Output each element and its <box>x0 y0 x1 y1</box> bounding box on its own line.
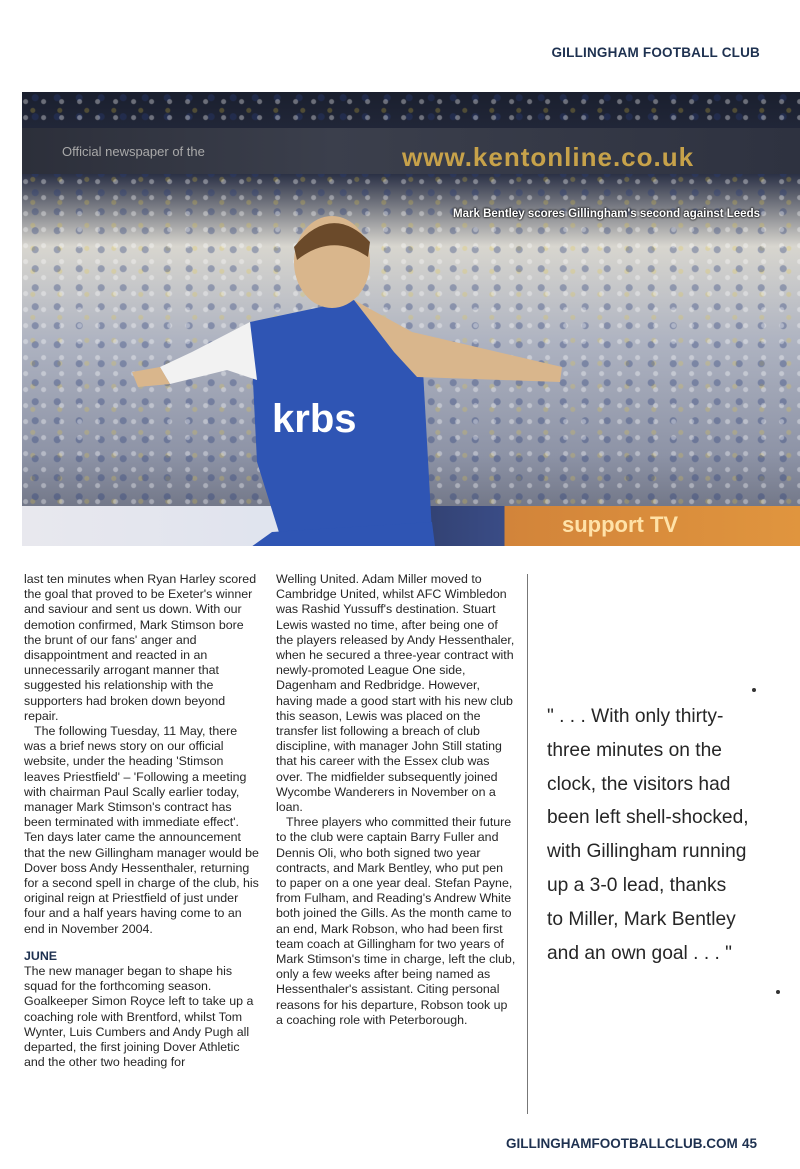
pull-quote <box>547 700 775 970</box>
article-column-2 <box>276 572 516 1028</box>
column-divider <box>527 574 528 1114</box>
paragraph: last ten minutes when Ryan Harley scored the goal that proved to be Exeter's winner and saviour and sent us down. With our demotion confirmed, Mark Stimson bore the brunt of our fans' anger and disappointment and reacted in an unnecessarily arrogant manner that suggested his relationship with the supporters had broken down beyond repair. <box>24 572 257 723</box>
advertising-board-text: www.kentonline.co.uk <box>402 142 695 172</box>
quote-line: three minutes on the <box>547 739 722 761</box>
decorative-dot <box>776 990 780 994</box>
quote-line: " . . . With only thirty- <box>547 706 724 727</box>
page-number: 45 <box>742 1136 758 1151</box>
player-figure <box>132 202 592 546</box>
quote-line: and an own goal . . . " <box>547 942 732 964</box>
footer-website: GILLINGHAMFOOTBALLCLUB.COM <box>506 1136 738 1151</box>
paragraph: The new manager began to shape his squad for the forthcoming season. Goalkeeper Simon Royce left to take up a coaching role with Brentford, whilst Tom Wynter, Luis Cumbers and Andy Pugh all departed, the first joining Dover Athletic and the other two heading for <box>24 964 254 1070</box>
photo-caption: Mark Bentley scores Gillingham's second against Leeds <box>453 208 760 220</box>
quote-line: to Miller, Mark Bentley <box>547 908 736 930</box>
quote-line: been left shell-shocked, <box>547 807 749 829</box>
match-photo <box>22 92 800 546</box>
advertising-board-bottom-text: support TV <box>562 512 679 537</box>
quote-line: up a 3-0 lead, thanks <box>547 874 727 896</box>
running-header: GILLINGHAM FOOTBALL CLUB <box>551 45 760 60</box>
quote-line: clock, the visitors had <box>547 773 731 795</box>
paragraph: Welling United. Adam Miller moved to Cambridge United, whilst AFC Wimbledon was Rashid Yussuff's destination. Stuart Lewis wasted no time, after being one of the players released by Andy Hessenthaler, when he secured a three-year contract with newly-promoted League One side, Dagenham and Redbridge. However, having made a good start with his new club this season, Lewis was placed on the transfer list following a breach of club discipline, with manager John Still stating that his career with the Essex club was over. The midfielder subsequently joined Wycombe Wanderers in November on a loan. <box>276 572 515 815</box>
shirt-sponsor: krbs <box>272 397 357 441</box>
quote-line: with Gillingham running <box>547 841 747 863</box>
paragraph: Three players who committed their future to the club were captain Barry Fuller and Dennis Oli, who both signed two year contracts, and Mark Bentley, who put pen to paper on a one year deal. Stefan Payne, from Fulham, and Reading's Andrew White both joined the Gills. As the month came to an end, Mark Robson, who had been first team coach at Gillingham for two years of Mark Stimson's time in charge, left the club, only a few weeks after being named as Hessenthaler's assistant. Citing personal reasons for his departure, Robson took up a coaching role with Peterborough. <box>276 815 516 1027</box>
article-column-1 <box>24 572 260 1071</box>
section-heading: JUNE <box>24 948 58 963</box>
advertising-board-left-text: Official newspaper of the <box>62 144 205 159</box>
decorative-dot <box>752 688 756 692</box>
paragraph: The following Tuesday, 11 May, there was a brief news story on our official website, under the heading 'Stimson leaves Priestfield' – 'Following a meeting with chairman Paul Scally earlier today, manager Mark Stimson's contract has been terminated with immediate effect'. Ten days later came the announcement that the new Gillingham manager would be Dover boss Andy Hessenthaler, returning for a second spell in charge of the club, his original reign at Priestfield of just under four and a half years having come to an end in November 2004. <box>24 724 259 936</box>
